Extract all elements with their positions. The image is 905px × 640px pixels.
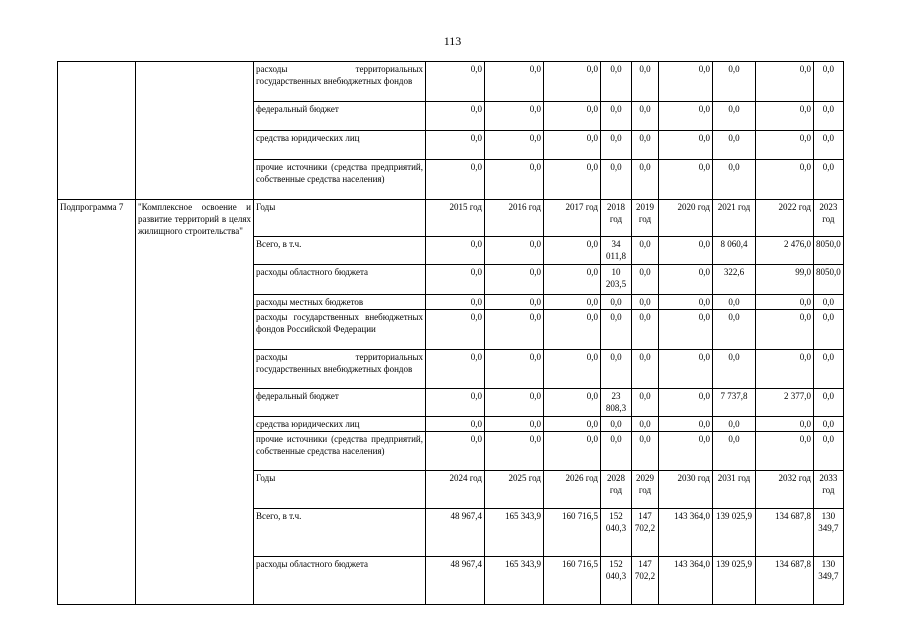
value-cell: 143 364,0 <box>659 509 713 557</box>
value-cell: 0,0 <box>426 131 485 160</box>
value-cell: 0,0 <box>601 131 632 160</box>
year-header: 2028 год <box>601 471 632 509</box>
year-header: 2015 год <box>426 200 485 237</box>
value-cell: 0,0 <box>659 295 713 310</box>
value-cell: 0,0 <box>814 432 844 471</box>
value-cell: 0,0 <box>426 160 485 200</box>
value-cell: 0,0 <box>632 389 659 417</box>
year-header: 2032 год <box>756 471 814 509</box>
row-label: расходы государственных внебюджетных фондов Российской Федерации <box>254 310 426 350</box>
value-cell: 0,0 <box>601 295 632 310</box>
value-cell: 23 808,3 <box>601 389 632 417</box>
value-cell: 0,0 <box>814 102 844 131</box>
value-cell: 0,0 <box>601 160 632 200</box>
value-cell: 0,0 <box>659 389 713 417</box>
value-cell: 0,0 <box>426 432 485 471</box>
blank-cell <box>58 62 136 200</box>
value-cell: 0,0 <box>485 417 544 432</box>
value-cell: 0,0 <box>485 389 544 417</box>
value-cell: 147 702,2 <box>632 509 659 557</box>
value-cell: 0,0 <box>756 131 814 160</box>
value-cell: 0,0 <box>659 417 713 432</box>
value-cell: 160 716,5 <box>544 509 601 557</box>
subprogram-name: "Комплексное освоение и развитие территорий в целях жилищного строительства" <box>136 200 254 605</box>
value-cell: 0,0 <box>426 237 485 265</box>
value-cell: 0,0 <box>426 350 485 389</box>
value-cell: 0,0 <box>659 350 713 389</box>
value-cell: 0,0 <box>814 160 844 200</box>
value-cell: 0,0 <box>659 62 713 102</box>
row-label: Всего, в т.ч. <box>254 237 426 265</box>
value-cell: 0,0 <box>814 295 844 310</box>
value-cell: 0,0 <box>713 350 756 389</box>
year-header: 2029 год <box>632 471 659 509</box>
value-cell: 0,0 <box>632 295 659 310</box>
year-header: 2019 год <box>632 200 659 237</box>
value-cell: 160 716,5 <box>544 557 601 605</box>
value-cell: 0,0 <box>485 237 544 265</box>
year-header: 2020 год <box>659 200 713 237</box>
year-header: 2017 год <box>544 200 601 237</box>
value-cell: 0,0 <box>544 265 601 295</box>
value-cell: 0,0 <box>632 417 659 432</box>
row-label: прочие источники (средства предприятий, собственные средства населения) <box>254 432 426 471</box>
value-cell: 0,0 <box>485 295 544 310</box>
value-cell: 0,0 <box>544 237 601 265</box>
value-cell: 0,0 <box>756 62 814 102</box>
row-label: прочие источники (средства предприятий, собственные средства населения) <box>254 160 426 200</box>
year-header: 2024 год <box>426 471 485 509</box>
value-cell: 0,0 <box>659 160 713 200</box>
year-header: 2018 год <box>601 200 632 237</box>
year-header: 2033 год <box>814 471 844 509</box>
value-cell: 134 687,8 <box>756 509 814 557</box>
value-cell: 0,0 <box>485 62 544 102</box>
row-label: федеральный бюджет <box>254 389 426 417</box>
year-header: 2022 год <box>756 200 814 237</box>
year-header: 2023 год <box>814 200 844 237</box>
value-cell: 0,0 <box>713 160 756 200</box>
value-cell: 0,0 <box>485 160 544 200</box>
value-cell: 0,0 <box>632 310 659 350</box>
value-cell: 0,0 <box>601 102 632 131</box>
value-cell: 0,0 <box>426 295 485 310</box>
value-cell: 0,0 <box>756 417 814 432</box>
value-cell: 0,0 <box>544 389 601 417</box>
value-cell: 322,6 <box>713 265 756 295</box>
value-cell: 0,0 <box>485 432 544 471</box>
value-cell: 0,0 <box>485 265 544 295</box>
value-cell: 0,0 <box>544 417 601 432</box>
value-cell: 0,0 <box>756 432 814 471</box>
value-cell: 130 349,7 <box>814 509 844 557</box>
value-cell: 99,0 <box>756 265 814 295</box>
value-cell: 0,0 <box>632 160 659 200</box>
value-cell: 0,0 <box>426 62 485 102</box>
value-cell: 2 476,0 <box>756 237 814 265</box>
value-cell: 10 203,5 <box>601 265 632 295</box>
value-cell: 0,0 <box>426 389 485 417</box>
value-cell: 0,0 <box>426 417 485 432</box>
blank-cell <box>136 62 254 200</box>
value-cell: 0,0 <box>659 432 713 471</box>
value-cell: 0,0 <box>426 265 485 295</box>
value-cell: 48 967,4 <box>426 509 485 557</box>
value-cell: 0,0 <box>632 102 659 131</box>
value-cell: 0,0 <box>632 237 659 265</box>
value-cell: 0,0 <box>659 237 713 265</box>
value-cell: 0,0 <box>659 102 713 131</box>
value-cell: 139 025,9 <box>713 557 756 605</box>
value-cell: 0,0 <box>485 310 544 350</box>
value-cell: 152 040,3 <box>601 509 632 557</box>
years-header-row <box>58 200 844 237</box>
page-number: 113 <box>443 34 462 48</box>
year-header: 2021 год <box>713 200 756 237</box>
year-header: 2031 год <box>713 471 756 509</box>
row-label: расходы областного бюджета <box>254 557 426 605</box>
row-label: расходы местных бюджетов <box>254 295 426 310</box>
value-cell: 0,0 <box>544 62 601 102</box>
value-cell: 0,0 <box>713 432 756 471</box>
value-cell: 0,0 <box>544 310 601 350</box>
value-cell: 0,0 <box>601 310 632 350</box>
row-label: расходы областного бюджета <box>254 265 426 295</box>
value-cell: 0,0 <box>544 350 601 389</box>
value-cell: 0,0 <box>632 265 659 295</box>
value-cell: 0,0 <box>485 350 544 389</box>
value-cell: 48 967,4 <box>426 557 485 605</box>
value-cell: 0,0 <box>544 295 601 310</box>
value-cell: 0,0 <box>632 131 659 160</box>
value-cell: 0,0 <box>756 310 814 350</box>
value-cell: 0,0 <box>659 131 713 160</box>
table-row <box>58 62 844 102</box>
value-cell: 0,0 <box>601 417 632 432</box>
value-cell: 0,0 <box>814 417 844 432</box>
value-cell: 8 060,4 <box>713 237 756 265</box>
value-cell: 143 364,0 <box>659 557 713 605</box>
year-header: 2025 год <box>485 471 544 509</box>
row-label: средства юридических лиц <box>254 131 426 160</box>
budget-table <box>57 61 844 605</box>
row-label: расходы территориальных государственных внебюджетных фондов <box>254 350 426 389</box>
value-cell: 165 343,9 <box>485 509 544 557</box>
value-cell: 0,0 <box>659 310 713 350</box>
year-header: 2030 год <box>659 471 713 509</box>
value-cell: 0,0 <box>756 295 814 310</box>
value-cell: 34 011,8 <box>601 237 632 265</box>
value-cell: 0,0 <box>485 131 544 160</box>
value-cell: 2 377,0 <box>756 389 814 417</box>
value-cell: 0,0 <box>485 102 544 131</box>
years-label: Годы <box>254 471 426 509</box>
value-cell: 0,0 <box>632 62 659 102</box>
value-cell: 165 343,9 <box>485 557 544 605</box>
row-label: Всего, в т.ч. <box>254 509 426 557</box>
value-cell: 0,0 <box>814 62 844 102</box>
value-cell: 134 687,8 <box>756 557 814 605</box>
value-cell: 0,0 <box>756 350 814 389</box>
value-cell: 0,0 <box>601 62 632 102</box>
value-cell: 0,0 <box>544 432 601 471</box>
value-cell: 139 025,9 <box>713 509 756 557</box>
value-cell: 0,0 <box>426 102 485 131</box>
value-cell: 0,0 <box>601 432 632 471</box>
value-cell: 0,0 <box>814 310 844 350</box>
value-cell: 0,0 <box>814 350 844 389</box>
value-cell: 0,0 <box>632 350 659 389</box>
row-label: федеральный бюджет <box>254 102 426 131</box>
year-header: 2026 год <box>544 471 601 509</box>
value-cell: 0,0 <box>544 131 601 160</box>
row-label: средства юридических лиц <box>254 417 426 432</box>
subprogram-code: Подпрограмма 7 <box>58 200 136 605</box>
value-cell: 0,0 <box>713 62 756 102</box>
value-cell: 0,0 <box>426 310 485 350</box>
value-cell: 0,0 <box>713 102 756 131</box>
value-cell: 0,0 <box>814 131 844 160</box>
value-cell: 0,0 <box>632 432 659 471</box>
value-cell: 0,0 <box>659 265 713 295</box>
value-cell: 7 737,8 <box>713 389 756 417</box>
years-label: Годы <box>254 200 426 237</box>
value-cell: 0,0 <box>756 160 814 200</box>
value-cell: 0,0 <box>713 131 756 160</box>
value-cell: 130 349,7 <box>814 557 844 605</box>
value-cell: 8050,0 <box>814 237 844 265</box>
value-cell: 152 040,3 <box>601 557 632 605</box>
value-cell: 0,0 <box>544 102 601 131</box>
year-header: 2016 год <box>485 200 544 237</box>
value-cell: 0,0 <box>713 310 756 350</box>
value-cell: 8050,0 <box>814 265 844 295</box>
row-label: расходы территориальных государственных внебюджетных фондов <box>254 62 426 102</box>
value-cell: 0,0 <box>756 102 814 131</box>
value-cell: 147 702,2 <box>632 557 659 605</box>
value-cell: 0,0 <box>814 389 844 417</box>
value-cell: 0,0 <box>713 295 756 310</box>
value-cell: 0,0 <box>601 350 632 389</box>
value-cell: 0,0 <box>544 160 601 200</box>
value-cell: 0,0 <box>713 417 756 432</box>
